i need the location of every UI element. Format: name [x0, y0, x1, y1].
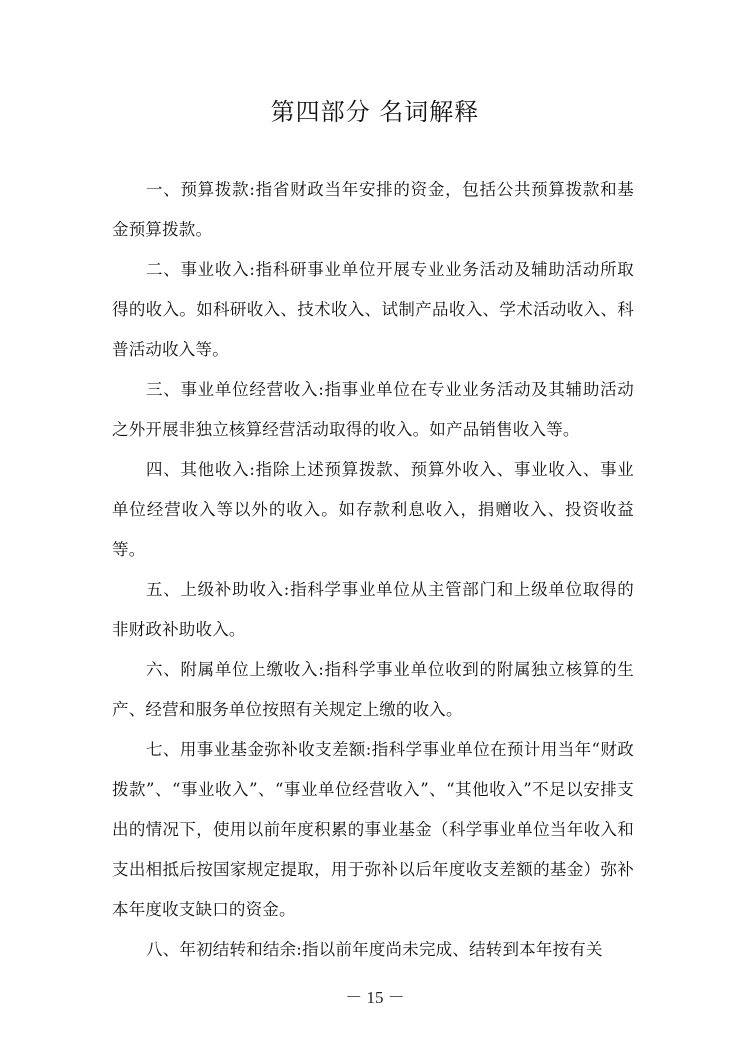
paragraph-budget-appropriation: 一、预算拨款:指省财政当年安排的资金，包括公共预算拨款和基金预算拨款。: [112, 180, 634, 239]
paragraph-other-income: 四、其他收入:指除上述预算拨款、预算外收入、事业收入、事业单位经营收入等以外的收入。如存款利息收入，捐赠收入、投资收益等。: [112, 460, 634, 559]
paragraph-affiliated-remittance: 六、附属单位上缴收入:指科学事业单位收到的附属独立核算的生产、经营和服务单位按照有关规定上缴的收入。: [112, 660, 634, 719]
paragraph-carryover: 八、年初结转和结余:指以前年度尚未完成、结转到本年按有关: [146, 940, 603, 959]
page-title: 第四部分 名词解释: [270, 98, 480, 126]
paragraph-fund-offset: 七、用事业基金弥补收支差额:指科学事业单位在预计用当年“财政拨款”、“事业收入”、“事业单位经营收入”、“其他收入”不足以安排支出的情况下，使用以前年度积累的事业基金（科学事业单位当年收入和支出相抵后按国家规定提取，用于弥补以后年度收支差额的基金）弥补本年度收支缺口的资金。: [112, 740, 634, 919]
document-body: [112, 170, 634, 970]
page-number: － 15 －: [345, 988, 405, 1007]
paragraph-operating-income: 三、事业单位经营收入:指事业单位在专业业务活动及其辅助活动之外开展非独立核算经营活动取得的收入。如产品销售收入等。: [112, 380, 634, 439]
paragraph-business-income: 二、事业收入:指科研事业单位开展专业业务活动及辅助活动所取得的收入。如科研收入、技术收入、试制产品收入、学术活动收入、科普活动收入等。: [112, 260, 634, 359]
paragraph-superior-subsidy: 五、上级补助收入:指科学事业单位从主管部门和上级单位取得的非财政补助收入。: [112, 580, 634, 639]
